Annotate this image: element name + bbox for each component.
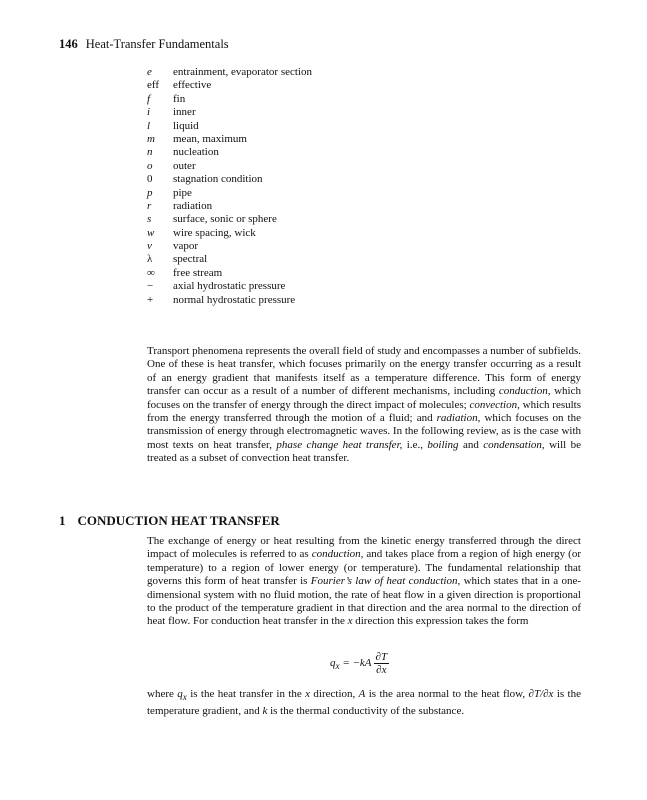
subscript-row [147, 267, 312, 280]
subscript-meaning: spectral [173, 253, 208, 266]
subscript-meaning: vapor [173, 240, 199, 253]
subscript-meaning: effective [173, 79, 212, 92]
subscript-row [147, 120, 312, 133]
section-number: 1 [59, 513, 66, 528]
subscript-symbol: ∞ [147, 266, 155, 279]
subscript-row [147, 227, 312, 240]
subscript-symbol: eff [147, 79, 160, 92]
subscript-symbol: s [147, 213, 152, 226]
subscript-meaning: liquid [173, 119, 199, 132]
subscript-symbol: r [147, 199, 152, 212]
conduction-paragraph: The exchange of energy or heat resulting from the kinetic energy transferred through the direct impact of molecules is referred to as conduction, and takes place from a region of high energy (or temperature) to a region of lower energy (or temperature). The fundamental relationship that governs this form of heat transfer is Fourier’s law of heat conduction, which states that in a one-dimensional system with no fluid motion, the rate of heat flow in a given direction is proportional to the product of the temperature gradient in that direction and the area normal to the direction of heat flow. For conduction heat transfer in the x direction this expression takes the form [147, 535, 581, 628]
equation-rhs: = −kA [339, 657, 372, 670]
subscript-symbol: l [147, 119, 151, 132]
subscript-meaning: entrainment, evaporator section [173, 66, 312, 78]
subscript-symbol: e [147, 66, 152, 78]
subscript-row [147, 213, 312, 226]
subscript-row [147, 93, 312, 106]
subscript-symbol: w [147, 226, 155, 239]
subscript-row [147, 133, 312, 146]
subscript-meaning: mean, maximum [173, 132, 247, 145]
subscript-symbol: p [147, 186, 153, 199]
subscript-row [147, 106, 312, 119]
subscript-symbol: n [147, 146, 153, 159]
subscript-symbol: λ [147, 253, 153, 266]
where-paragraph: where $q_x$ is the heat transfer in the x direction, A is the area normal to the heat flow, ∂T/∂x is the temperature gradient, and k is the thermal conductivity of the substance. [147, 688, 581, 717]
subscript-meaning: wire spacing, wick [173, 226, 256, 239]
fraction-numerator: ∂T [375, 651, 388, 663]
subscript-meaning: stagnation condition [173, 173, 263, 186]
intro-paragraph: Transport phenomena represents the overall field of study and encompasses a number of subfields. One of these is heat transfer, which focuses primarily on the energy transfer occurring as a result of an energy gradient that manifests itself as a temperature difference. This form of energy transfer can occur as a result of a number of different mechanisms, including conduction, which focuses on the transfer of energy through the direct impact of molecules; convection, which results from the energy transferred through the motion of a fluid; and radiation, which focuses on the transmission of energy through electromagnetic waves. In the following review, as is the case with most texts on heat transfer, phase change heat transfer, i.e., boiling and condensation, will be treated as a subset of convection heat transfer. [147, 345, 581, 465]
subscript-symbol: f [147, 92, 151, 105]
subscript-meaning: nucleation [173, 146, 219, 159]
subscript-meaning: surface, sonic or sphere [173, 213, 277, 226]
subscript-row [147, 173, 312, 186]
subscript-meaning: normal hydrostatic pressure [173, 293, 296, 306]
equation-lhs: q [330, 657, 336, 670]
subscript-meaning: pipe [173, 186, 192, 199]
fourier-equation [330, 651, 389, 676]
subscript-row [147, 146, 312, 159]
subscript-symbol: v [147, 240, 152, 253]
subscript-symbol: + [147, 293, 154, 306]
page-number: 146 [59, 37, 78, 51]
section-title: CONDUCTION HEAT TRANSFER [77, 513, 280, 528]
subscript-symbol: o [147, 159, 153, 172]
subscript-row [147, 294, 312, 307]
subscript-row [147, 160, 312, 173]
subscript-meaning: fin [173, 92, 186, 105]
subscript-row [147, 240, 312, 253]
section-heading [59, 513, 280, 529]
subscript-symbol: 0 [147, 173, 153, 186]
subscript-meaning: inner [173, 106, 196, 119]
subscript-symbol: i [147, 106, 151, 119]
subscript-row [147, 280, 312, 293]
subscript-meaning: free stream [173, 266, 223, 279]
running-header [59, 37, 229, 52]
subscript-row [147, 79, 312, 92]
equation-fraction [374, 651, 390, 676]
fraction-denominator: ∂x [376, 664, 387, 676]
subscript-list [147, 66, 312, 307]
subscript-meaning: axial hydrostatic pressure [173, 280, 286, 293]
subscript-meaning: radiation [173, 199, 213, 212]
subscript-meaning: outer [173, 159, 196, 172]
subscript-row [147, 66, 312, 79]
running-title: Heat-Transfer Fundamentals [85, 37, 229, 51]
subscript-symbol: m [147, 132, 155, 145]
subscript-symbol: − [147, 280, 154, 293]
subscript-row [147, 253, 312, 266]
subscript-row [147, 200, 312, 213]
subscript-row [147, 187, 312, 200]
equation-lhs-subscript: x [335, 661, 340, 672]
